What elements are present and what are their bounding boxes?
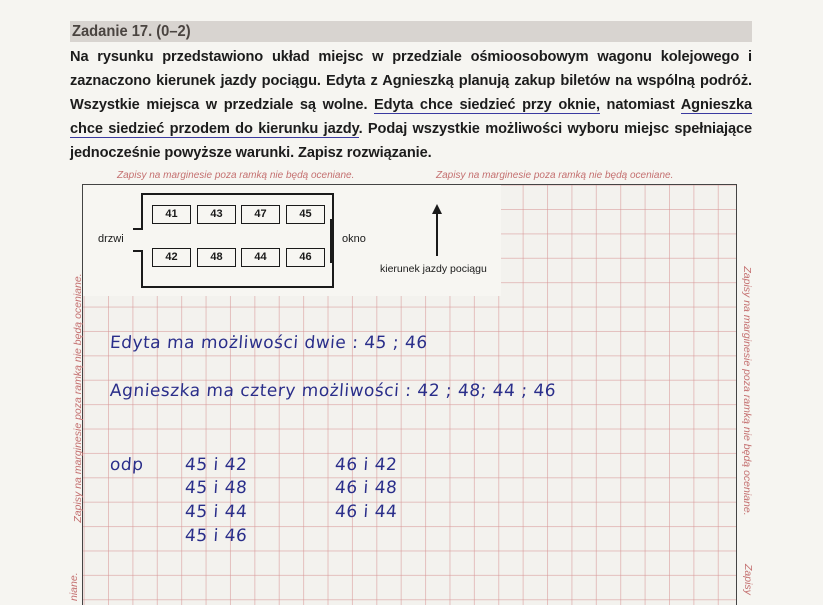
- answer-line-agnieszka: Agnieszka ma cztery możliwości : 42 ; 48; 44 ; 46: [109, 381, 557, 401]
- margin-note-right: Zapisy na marginesie poza ramką nie będą oceniane.: [741, 266, 753, 516]
- window-label: okno: [342, 233, 366, 245]
- answer-pair: 46 i 42: [334, 455, 398, 475]
- seat-48: 48: [197, 248, 236, 267]
- task-text-part2: natomiast: [599, 97, 681, 113]
- compartment-left-wall-lower: [141, 250, 143, 288]
- margin-note-right-fragment: Zapisy: [742, 564, 754, 595]
- task-text-part1: Na rysunku przedstawiono układ miejsc w przedziale ośmioosobowym wagonu kolejowego i zaznaczono kierunek jazdy pociągu. Edyta z Agnieszką planują zakup biletów na wspólną podróż. Wszystkie miejsca w przedziale są wolne.: [70, 49, 752, 113]
- margin-note-top-left: Zapisy na marginesie poza ramką nie będą oceniane.: [117, 170, 355, 181]
- seat-47: 47: [241, 205, 280, 224]
- margin-note-left-fragment: niane.: [68, 572, 80, 601]
- task-text-part3: . Podaj wszystkie możliwości wyboru miejsc spełniające jednocześnie powyższe warunki. Zapisz rozwiązanie.: [70, 121, 752, 161]
- window-icon: [330, 219, 334, 263]
- door-stub-upper: [133, 228, 143, 230]
- answer-odp-label: odp: [109, 455, 145, 475]
- answer-pair: 45 i 44: [184, 502, 248, 522]
- seat-45: 45: [286, 205, 325, 224]
- diagram-area: [83, 185, 501, 296]
- answer-pair: 46 i 44: [334, 502, 398, 522]
- answer-pair: 46 i 48: [334, 478, 398, 498]
- direction-arrow-shaft: [436, 212, 438, 256]
- compartment-bottom-wall: [141, 286, 334, 288]
- seat-42: 42: [152, 248, 191, 267]
- task-underlined-condition-2: Agnieszka chce siedzieć przodem do kierunku jazdy: [70, 97, 752, 137]
- seat-43: 43: [197, 205, 236, 224]
- seat-44: 44: [241, 248, 280, 267]
- door-stub-lower: [133, 250, 143, 252]
- door-label: drzwi: [98, 233, 124, 245]
- margin-note-left: Zapisy na marginesie poza ramką nie będą oceniane.: [72, 273, 84, 523]
- task-description: [70, 45, 752, 165]
- seat-46: 46: [286, 248, 325, 267]
- task-title: Zadanie 17. (0–2): [72, 23, 191, 40]
- answer-pair: 45 i 42: [184, 455, 248, 475]
- seat-41: 41: [152, 205, 191, 224]
- answer-pair: 45 i 48: [184, 478, 248, 498]
- task-underlined-condition-1: Edyta chce siedzieć przy oknie,: [374, 97, 600, 113]
- margin-note-top-right: Zapisy na marginesie poza ramką nie będą oceniane.: [436, 170, 674, 181]
- compartment-left-wall-upper: [141, 193, 143, 230]
- answer-line-edyta: Edyta ma możliwości dwie : 45 ; 46: [109, 333, 429, 353]
- direction-label: kierunek jazdy pociągu: [380, 263, 487, 275]
- compartment-top-wall: [141, 193, 334, 195]
- answer-pair: 45 i 46: [184, 526, 248, 546]
